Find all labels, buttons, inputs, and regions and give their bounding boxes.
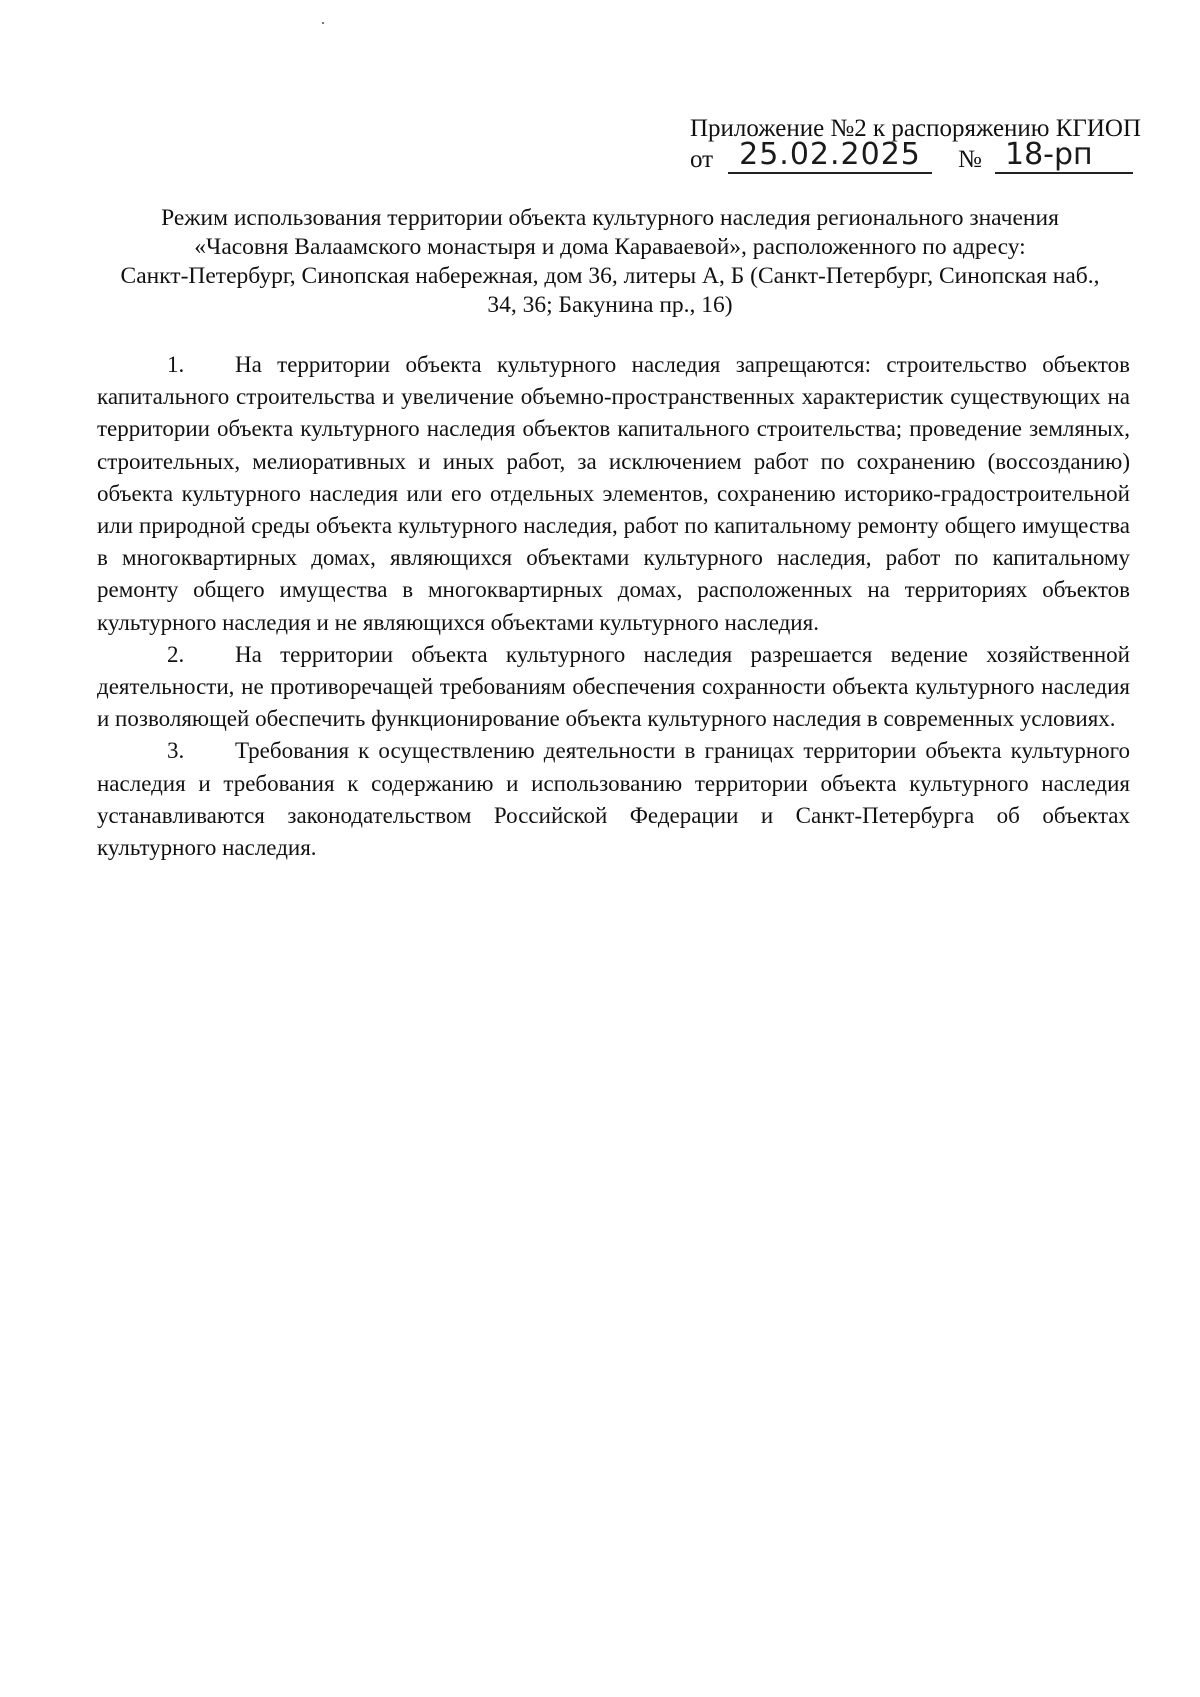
handwritten-number: 18-рп	[995, 138, 1133, 174]
number-label: №	[958, 146, 982, 173]
appendix-line: Приложение №2 к распоряжению КГИОП	[690, 115, 1142, 142]
document-body	[97, 349, 1130, 864]
paragraph-text: На территории объекта культурного наследия запрещаются: строительство объектов капитального строительства и увеличение объемно-пространственных характеристик существующих на территории объекта культурного наследия объектов капитального строительства; проведение земляных, строительных, мелиоративных и иных работ, за исключением работ по сохранению (воссозданию) объекта культурного наследия или его отдельных элементов, сохранению историко-градостроительной или природной среды объекта культурного наследия, работ по капитальному ремонту общего имущества в многоквартирных домах, являющихся объектами культурного наследия, работ по капитальному ремонту общего имущества в многоквартирных домах, расположенных на территориях объектов культурного наследия и не являющихся объектами культурного наследия.	[97, 352, 1130, 635]
paragraph-number: 1.	[167, 352, 185, 377]
paragraph-text: На территории объекта культурного наследия разрешается ведение хозяйственной деятельности, не противоречащей требованиям обеспечения сохранности объекта культурного наследия и позволяющей обеспечить функционирование объекта культурного наследия в современных условиях.	[97, 641, 1130, 732]
title-line: Режим использования территории объекта культурного наследия регионального значения	[161, 205, 1059, 231]
appendix-header	[690, 113, 1142, 178]
numbered-paragraph	[97, 735, 1130, 864]
paragraph-number: 3.	[167, 738, 185, 764]
handwritten-date: 25.02.2025	[728, 138, 932, 174]
numbered-paragraph	[97, 349, 1130, 639]
title-line: 34, 36; Бакунина пр., 16)	[487, 292, 733, 318]
paragraph-text: Требования к осуществлению деятельности в границах территории объекта культурного наследия и требования к содержанию и использованию территории объекта культурного наследия устанавливаются законодательством Российской Федерации и Санкт-Петербурга об объектах культурного наследия.	[97, 738, 1130, 861]
document-title	[90, 204, 1130, 320]
title-line: Санкт-Петербург, Синопская набережная, дом 36, литеры А, Б (Санкт-Петербург, Синопская наб.,	[120, 263, 1100, 289]
order-reference-line	[690, 137, 1130, 178]
numbered-paragraph	[97, 639, 1130, 736]
from-label: от	[690, 146, 714, 173]
title-line: «Часовня Валаамского монастыря и дома Караваевой», расположенного по адресу:	[194, 234, 1026, 260]
scan-speck	[322, 22, 324, 24]
paragraph-number: 2.	[167, 641, 185, 667]
